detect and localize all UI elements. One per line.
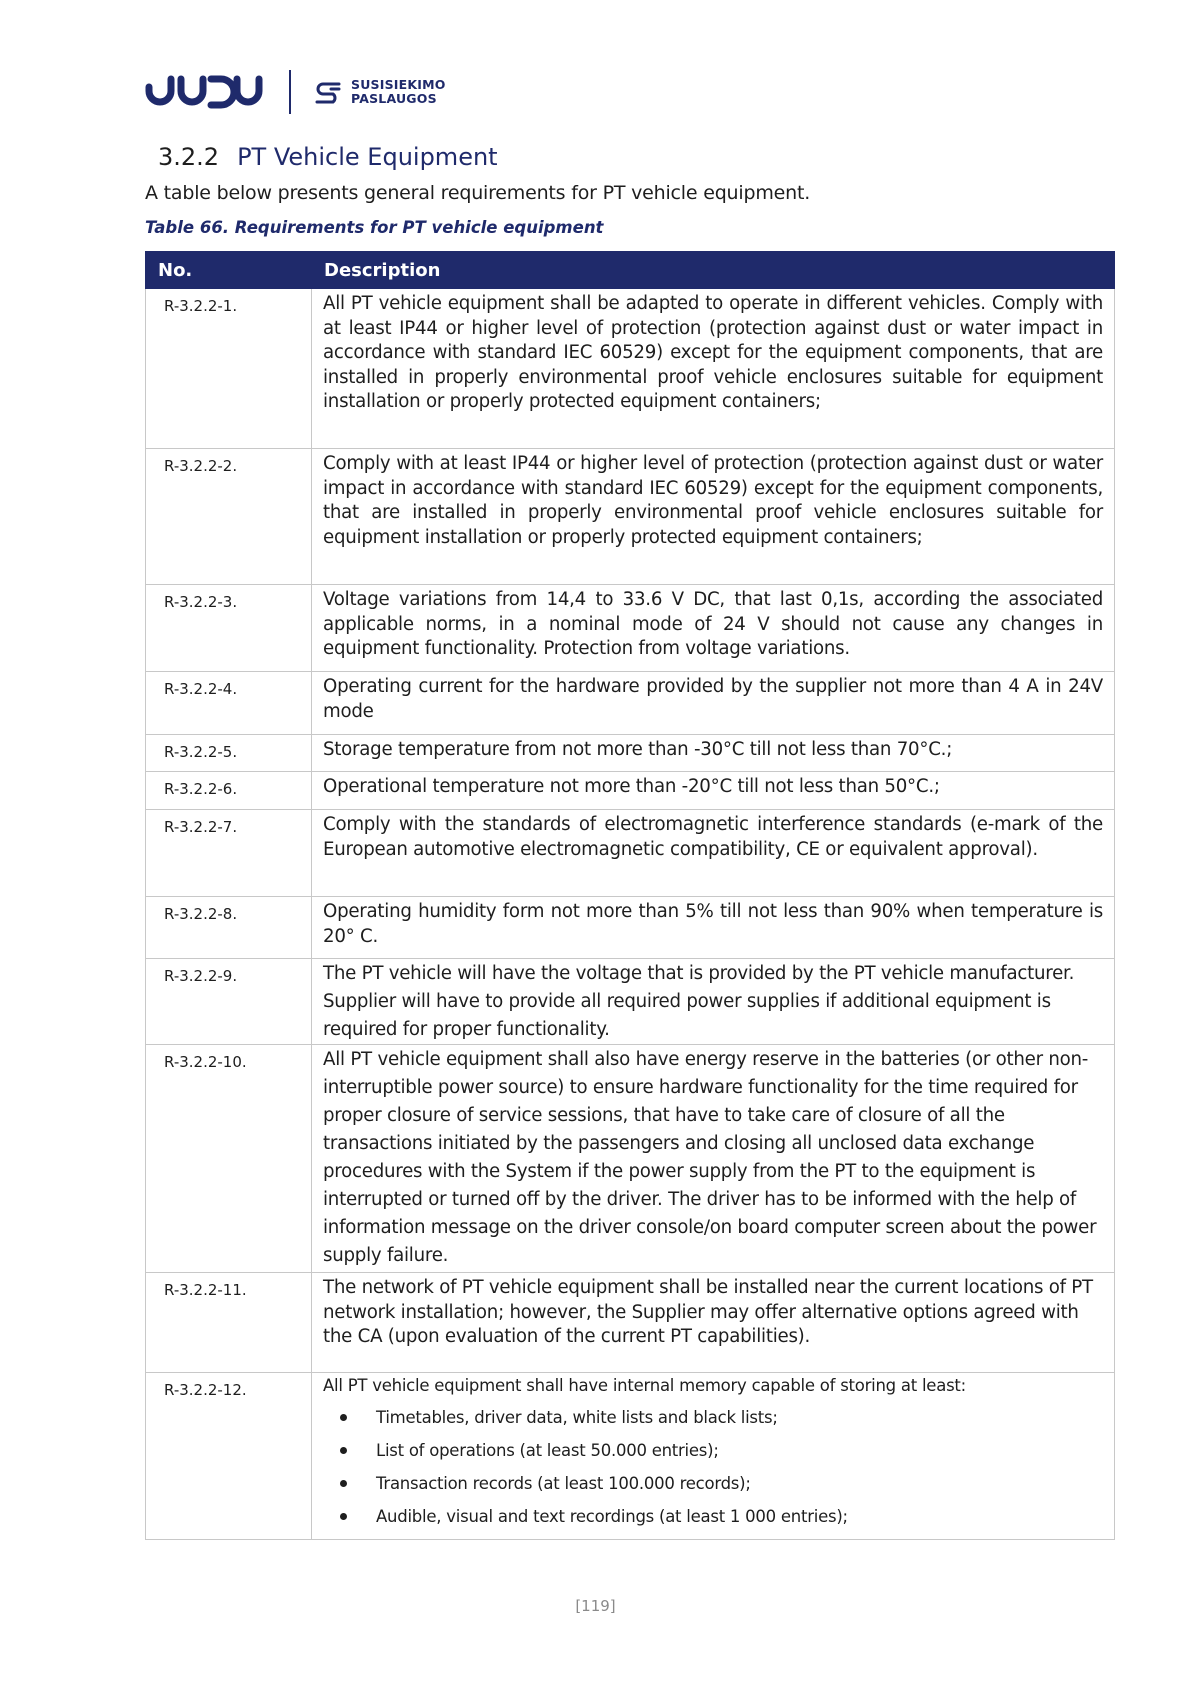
- list-item: Audible, visual and text recordings (at least 1 000 entries);: [323, 1500, 1103, 1533]
- table-row: [146, 959, 1115, 1045]
- section-title: PT Vehicle Equipment: [237, 143, 498, 171]
- requirement-id: R-3.2.2-1.: [146, 289, 312, 449]
- bullet-icon: [340, 1447, 347, 1454]
- requirements-table: [145, 251, 1115, 1540]
- bullet-icon: [340, 1513, 347, 1520]
- list-item: Transaction records (at least 100.000 records);: [323, 1467, 1103, 1500]
- section-heading: [158, 143, 498, 171]
- requirement-description: All PT vehicle equipment shall also have energy reserve in the batteries (or other non-interruptible power source) to ensure hardware functionality for the time required for proper closure of service sessions, that have to take care of closure of all the transactions initiated by the passengers and closing all unclosed data exchange procedures with the System if the power supply from the PT to the equipment is interrupted or turned off by the driver. The driver has to be informed with the help of information message on the driver console/on board computer screen about the power supply failure.: [312, 1045, 1115, 1273]
- column-header-description: Description: [312, 252, 1115, 289]
- requirement-description: The PT vehicle will have the voltage that is provided by the PT vehicle manufacturer. Supplier will have to provide all required power supplies if additional equipment is required for proper functionality.: [312, 959, 1115, 1045]
- judu-logo: [145, 75, 263, 109]
- requirement-description: Operating current for the hardware provided by the supplier not more than 4 A in 24V mode: [312, 672, 1115, 735]
- table-caption: Table 66. Requirements for PT vehicle equipment: [145, 218, 604, 237]
- requirement-description: Voltage variations from 14,4 to 33.6 V DC, that last 0,1s, according the associated applicable norms, in a nominal mode of 24 V should not cause any changes in equipment functionality. Protection from voltage variations.: [312, 585, 1115, 672]
- memory-requirements-list: [323, 1401, 1103, 1533]
- requirement-description: The network of PT vehicle equipment shall be installed near the current locations of PT network installation; however, the Supplier may offer alternative options agreed with the CA (upon evaluation of the current PT capabilities).: [312, 1273, 1115, 1373]
- table-row: [146, 772, 1115, 810]
- requirement-id: R-3.2.2-10.: [146, 1045, 312, 1273]
- column-header-no: No.: [146, 252, 312, 289]
- table-row: [146, 585, 1115, 672]
- requirement-description: Comply with the standards of electromagnetic interference standards (e-mark of the European automotive electromagnetic compatibility, CE or equivalent approval).: [312, 810, 1115, 897]
- requirement-description-lead: All PT vehicle equipment shall have internal memory capable of storing at least:: [323, 1376, 966, 1395]
- page-number: [119]: [575, 1597, 616, 1615]
- requirement-description: All PT vehicle equipment shall be adapted to operate in different vehicles. Comply with at least IP44 or higher level of protection (protection against dust or water impact in accordance with standard IEC 60529) except for the equipment components, that are installed in properly environmental proof vehicle enclosures suitable for equipment installation or properly protected equipment containers;: [312, 289, 1115, 449]
- section-number: 3.2.2: [158, 143, 220, 171]
- table-row: [146, 897, 1115, 959]
- requirement-id: R-3.2.2-6.: [146, 772, 312, 810]
- logo-divider: [289, 70, 291, 114]
- requirement-id: R-3.2.2-7.: [146, 810, 312, 897]
- table-row: [146, 735, 1115, 772]
- list-item: List of operations (at least 50.000 entries);: [323, 1434, 1103, 1467]
- table-row: [146, 1273, 1115, 1373]
- requirement-description: Storage temperature from not more than -30°C till not less than 70°C.;: [312, 735, 1115, 772]
- table-row: [146, 449, 1115, 585]
- requirement-id: R-3.2.2-11.: [146, 1273, 312, 1373]
- table-row: [146, 289, 1115, 449]
- requirement-id: R-3.2.2-5.: [146, 735, 312, 772]
- requirement-description: Operating humidity form not more than 5% till not less than 90% when temperature is 20° C.: [312, 897, 1115, 959]
- bullet-icon: [340, 1414, 347, 1421]
- requirement-description: Operational temperature not more than -20°C till not less than 50°C.;: [312, 772, 1115, 810]
- requirement-id: R-3.2.2-12.: [146, 1373, 312, 1540]
- requirement-id: R-3.2.2-9.: [146, 959, 312, 1045]
- list-item: Timetables, driver data, white lists and black lists;: [323, 1401, 1103, 1434]
- intro-text: A table below presents general requirements for PT vehicle equipment.: [145, 182, 811, 204]
- table-row: [146, 1373, 1115, 1540]
- requirement-description: [312, 1373, 1115, 1540]
- requirement-id: R-3.2.2-2.: [146, 449, 312, 585]
- table-header-row: [146, 252, 1115, 289]
- requirement-id: R-3.2.2-3.: [146, 585, 312, 672]
- header-logo: [145, 68, 446, 116]
- table-row: [146, 672, 1115, 735]
- sub-logo-text: SUSISIEKIMO PASLAUGOS: [351, 77, 446, 106]
- requirement-id: R-3.2.2-8.: [146, 897, 312, 959]
- requirement-id: R-3.2.2-4.: [146, 672, 312, 735]
- requirement-description: Comply with at least IP44 or higher level of protection (protection against dust or water impact in accordance with standard IEC 60529) except for the equipment components, that are installed in properly environmental proof vehicle enclosures suitable for equipment installation or properly protected equipment containers;: [312, 449, 1115, 585]
- table-row: [146, 1045, 1115, 1273]
- susisiekimo-paslaugos-logo: [313, 78, 446, 106]
- sp-emblem-icon: [313, 80, 343, 104]
- bullet-icon: [340, 1480, 347, 1487]
- table-row: [146, 810, 1115, 897]
